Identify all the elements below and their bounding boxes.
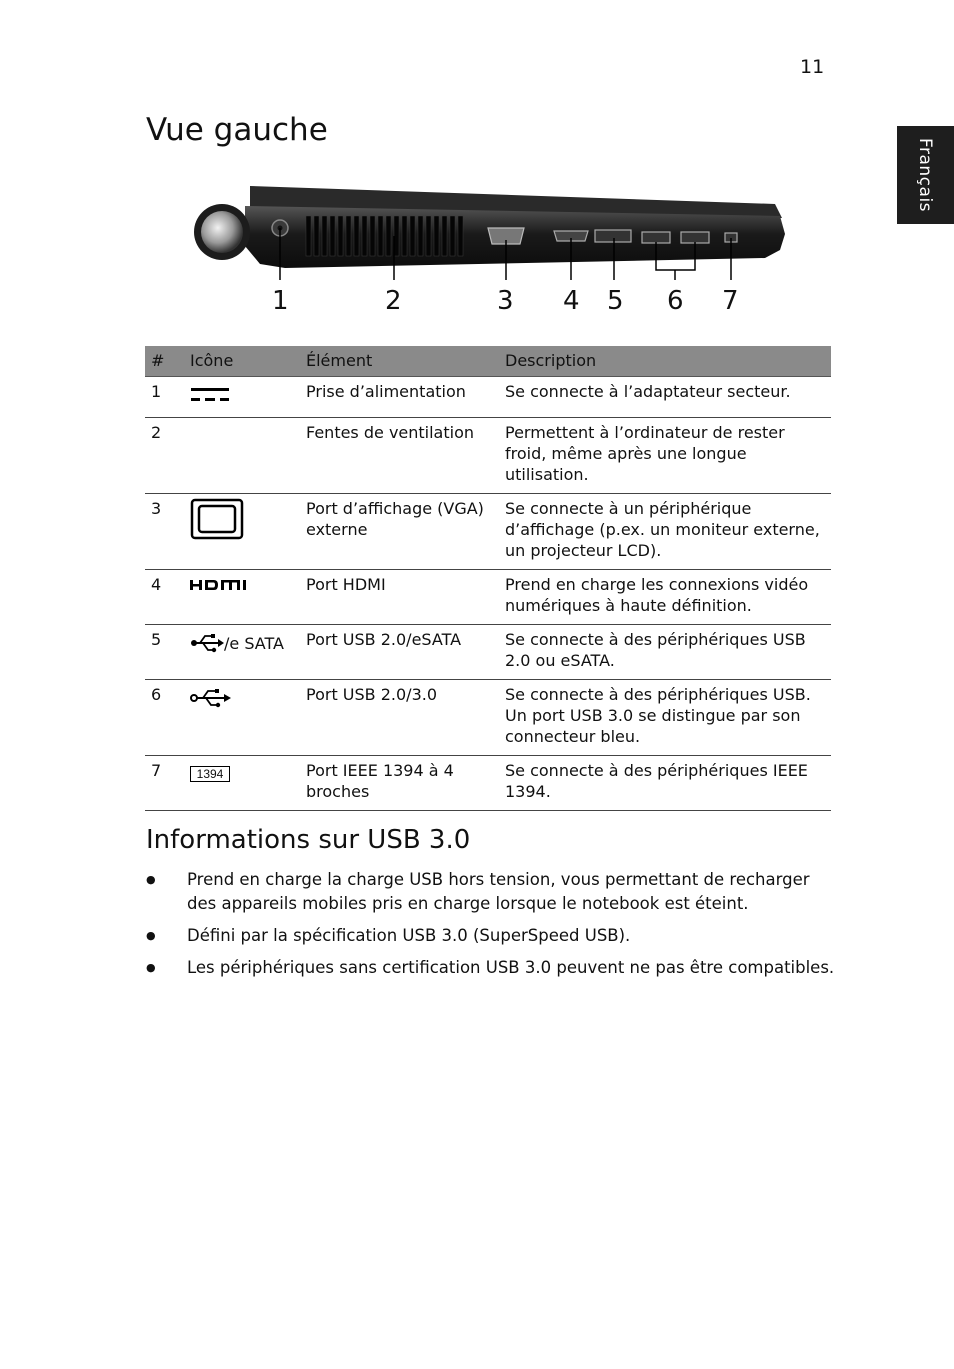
row-description: Se connecte à des périphériques IEEE 1394. (499, 756, 831, 811)
esata-icon-label: /e SATA (224, 633, 284, 653)
language-tab-label: Français (915, 137, 936, 213)
row-number: 4 (145, 570, 184, 625)
table-row (145, 377, 831, 418)
callout-number-6: 6 (667, 286, 684, 316)
row-element: Port HDMI (300, 570, 499, 625)
usb-port-shape-1 (642, 232, 670, 243)
row-description: Se connecte à des périphériques USB. Un port USB 3.0 se distingue par son connecteur bleu. (499, 680, 831, 756)
ieee1394-icon: 1394 (190, 766, 230, 782)
table-row (145, 756, 831, 811)
usb-esata-port-shape (595, 230, 631, 242)
list-item: ● Défini par la spécification USB 3.0 (SuperSpeed USB). (146, 924, 836, 948)
hdmi-logo-icon (190, 579, 248, 591)
usb-port-shape-2 (681, 232, 709, 243)
callout-number-2: 2 (385, 286, 402, 316)
row-number: 3 (145, 494, 184, 570)
usb-info-list (146, 868, 836, 988)
table-row (145, 625, 831, 680)
page-number: 11 (800, 56, 825, 78)
table-row (145, 570, 831, 625)
callout-number-1: 1 (272, 286, 289, 316)
row-description: Se connecte à des périphériques USB 2.0 ou eSATA. (499, 625, 831, 680)
vga-monitor-icon (190, 498, 244, 540)
page-title: Vue gauche (146, 112, 328, 148)
row-element: Port USB 2.0/eSATA (300, 625, 499, 680)
table-header-row (145, 346, 831, 377)
usb-esata-icon (190, 633, 224, 653)
row-element: Port d’affichage (VGA) externe (300, 494, 499, 570)
row-element: Port USB 2.0/3.0 (300, 680, 499, 756)
dc-power-icon (190, 385, 230, 405)
row-description: Prend en charge les connexions vidéo numériques à haute définition. (499, 570, 831, 625)
table-row (145, 494, 831, 570)
usb-icon (190, 688, 232, 708)
row-element: Prise d’alimentation (300, 377, 499, 418)
row-number: 6 (145, 680, 184, 756)
row-element: Fentes de ventilation (300, 418, 499, 494)
list-item: ● Les périphériques sans certification USB 3.0 peuvent ne pas être compatibles. (146, 956, 836, 980)
row-icon-empty (184, 418, 300, 494)
row-number: 5 (145, 625, 184, 680)
table-row (145, 418, 831, 494)
header-icon: Icône (184, 346, 300, 377)
row-number: 2 (145, 418, 184, 494)
header-description: Description (499, 346, 831, 377)
usb-section-title: Informations sur USB 3.0 (146, 825, 471, 855)
row-description: Se connecte à l’adaptateur secteur. (499, 377, 831, 418)
row-element: Port IEEE 1394 à 4 broches (300, 756, 499, 811)
row-description: Se connecte à un périphérique d’affichage (p.ex. un moniteur externe, un projecteur LCD). (499, 494, 831, 570)
header-element: Élément (300, 346, 499, 377)
language-tab (897, 126, 954, 224)
row-number: 1 (145, 377, 184, 418)
header-number: # (145, 346, 184, 377)
table-row (145, 680, 831, 756)
row-number: 7 (145, 756, 184, 811)
callout-number-7: 7 (722, 286, 739, 316)
row-description: Permettent à l’ordinateur de rester froid, même après une longue utilisation. (499, 418, 831, 494)
callout-number-3: 3 (497, 286, 514, 316)
callout-number-4: 4 (563, 286, 580, 316)
callout-number-5: 5 (607, 286, 624, 316)
list-item: ● Prend en charge la charge USB hors tension, vous permettant de recharger des appareils mobiles pris en charge lorsque le notebook est éteint. (146, 868, 836, 916)
ports-table (145, 346, 831, 811)
